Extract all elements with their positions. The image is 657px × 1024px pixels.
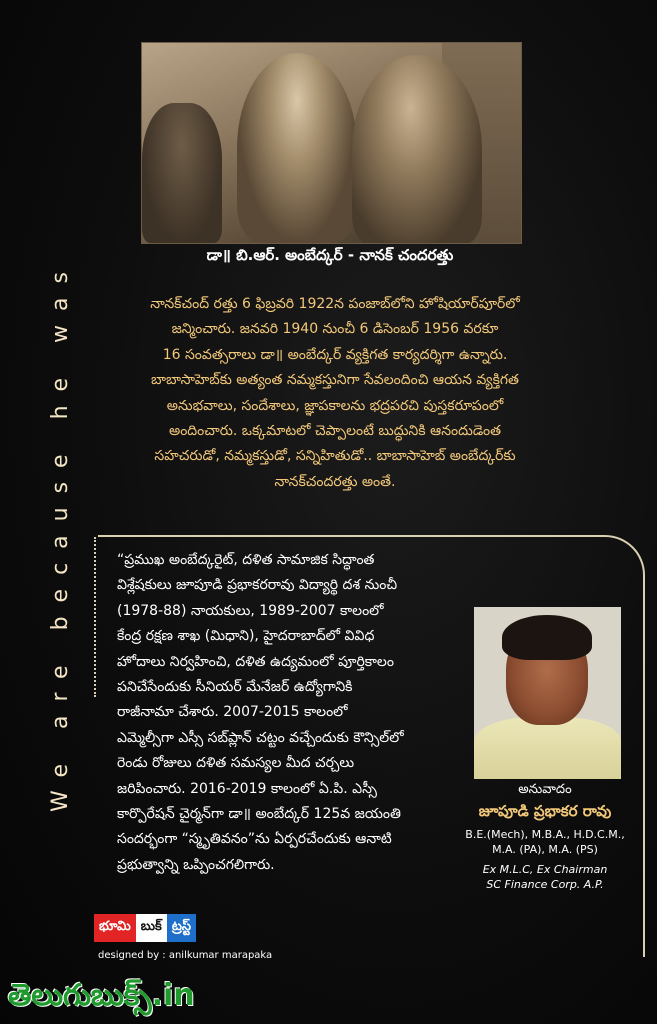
publisher-logo <box>94 914 204 942</box>
position-line: SC Finance Corp. A.P. <box>486 878 604 891</box>
photo-figure-left <box>142 103 222 243</box>
bio-line: “ప్రముఖ అంబేద్కరైట్, దళిత సామాజిక సిద్ధాంత <box>117 552 375 568</box>
bio-line: ఎమ్మెల్సీగా ఎస్సీ సబ్‌ప్లాన్ చట్టం వచ్చేందుకు కౌన్సిల్‌లో <box>117 729 404 746</box>
site-watermark: తెలుగుబుక్స్.in <box>8 978 195 1013</box>
position-line: Ex M.L.C, Ex Chairman <box>482 863 608 876</box>
translator-bio <box>117 548 472 878</box>
intro-line: అనుభవాలు, సందేశాలు, జ్ఞాపకాలను భద్రపరచి పుస్తకరూపంలో <box>166 397 504 414</box>
portrait-hair <box>502 615 592 660</box>
bio-line: సందర్భంగా “స్మృతివనం”ను ఏర్పరచేందుకు ఆనాటి <box>117 831 392 848</box>
intro-line: జన్మించారు. జనవరి 1940 నుంచీ 6 డిసెంబర్ 1956 వరకూ <box>171 321 499 338</box>
photo-figure-rattu <box>352 55 482 244</box>
photo-caption: డా॥ బి.ఆర్. అంబేద్కర్ - నానక్ చందరత్తు <box>206 246 454 264</box>
intro-line: నానక్‌చంద్ రత్తు 6 ఫిబ్రవరి 1922న పంజాబ్‌లోని హోషియార్‌పూర్‌లో <box>150 296 520 312</box>
bio-line: కేంద్ర రక్షణ శాఖ (మిధాని), హైదరాబాద్‌లో వివిధ <box>117 628 375 645</box>
degrees-line: M.A. (PA), M.A. (PS) <box>492 843 598 856</box>
bio-line: కార్పొరేషన్ చైర్మన్‌గా డా॥ అంబేద్కర్ 125వ జయంతి <box>117 806 401 823</box>
bio-line: పనిచేసేందుకు సీనియర్ మేనేజర్ ఉద్యోగానికి <box>117 679 353 696</box>
vertical-tagline: We are because he was <box>48 258 73 812</box>
photo-figure-ambedkar <box>237 53 357 243</box>
logo-part-book: బుక్ <box>136 914 167 942</box>
bio-line: రెండు రోజులు దళిత సమస్యల మీద చర్చలు <box>117 755 355 772</box>
translator-degrees <box>440 827 650 857</box>
translator-positions <box>440 862 650 892</box>
bio-line: హోదాలు నిర్వహించి, దళిత ఉద్యమంలో పూర్తికాలం <box>117 653 394 670</box>
bio-line: రాజీనామా చేశారు. 2007-2015 కాలంలో <box>117 704 348 721</box>
intro-line: బాబాసాహెబ్‌కు అత్యంత నమ్మకస్తునిగా సేవలందించి ఆయన వ్యక్తిగత <box>151 372 519 389</box>
portrait-shirt <box>474 717 621 779</box>
intro-line: 16 సంవత్సరాలు డా॥ అంబేద్కర్ వ్యక్తిగత కార్యదర్శిగా ఉన్నారు. <box>162 346 508 363</box>
bio-line: ప్రభుత్వాన్ని ఒప్పించగలిగారు. <box>117 856 275 873</box>
bio-line: (1978-88) నాయకులు, 1989-2007 కాలంలో <box>117 602 384 619</box>
translator-role: అనువాదం <box>518 782 572 797</box>
frame-dotted-line <box>94 537 98 697</box>
bio-line: విశ్లేషకులు జూపూడి ప్రభాకరరావు విద్యార్థి దశ నుంచీ <box>117 577 398 594</box>
bio-line: జరిపించారు. 2016-2019 కాలంలో ఏ.పి. ఎస్సీ <box>117 780 377 797</box>
logo-part-bhoomi: భూమి <box>94 914 136 942</box>
intro-line: అందించారు. ఒక్కమాటలో చెప్పాలంటే బుద్ధునికి ఆనందుడెంత <box>169 423 501 440</box>
translator-credits <box>440 782 650 892</box>
intro-paragraph <box>120 292 550 495</box>
designer-credit: designed by : anilkumar marapaka <box>98 950 273 961</box>
degrees-line: B.E.(Mech), M.B.A., H.D.C.M., <box>465 828 625 841</box>
historic-photo <box>141 42 522 244</box>
translator-portrait <box>474 607 621 779</box>
logo-part-trust: ట్రస్ట్ <box>167 914 196 942</box>
intro-line: సహచరుడో, నమ్మకస్తుడో, సన్నిహితుడో.. బాబాసాహెబ్ అంబేద్కర్‌కు <box>154 448 516 465</box>
intro-line: నానక్‌చందరత్తు అంతే. <box>274 473 396 490</box>
translator-name: జూపూడి ప్రభాకర రావు <box>478 802 612 820</box>
